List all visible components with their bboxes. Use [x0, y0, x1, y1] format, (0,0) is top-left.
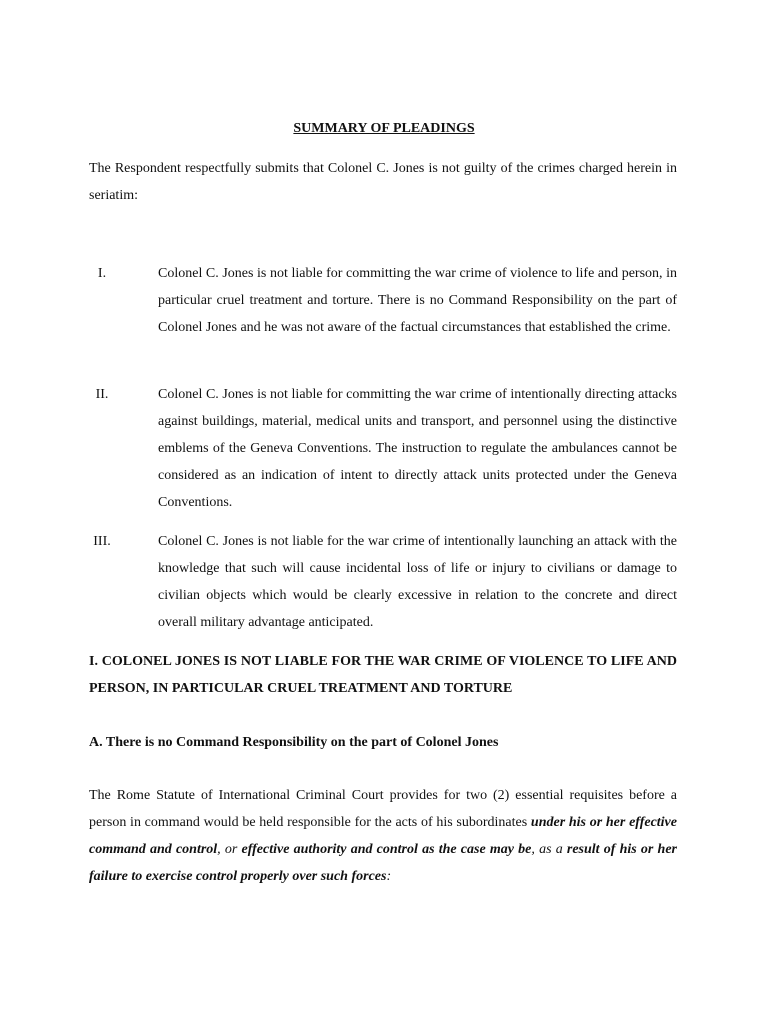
- section-heading-1: I. COLONEL JONES IS NOT LIABLE FOR THE WAR CRIME OF VIOLENCE TO LIFE AND PERSON, IN PARTICULAR CRUEL TREATMENT AND TORTURE: [89, 654, 677, 696]
- rome-statute-paragraph: [89, 782, 677, 890]
- pleading-text-3: Colonel C. Jones is not liable for the war crime of intentionally launching an attack with the knowledge that such will cause incidental loss of life or injury to civilians or damage to civilian objects which would be clearly excessive in relation to the concrete and direct overall military advantage anticipated.: [158, 534, 677, 630]
- pleading-text-2: Colonel C. Jones is not liable for committing the war crime of intentionally directing attacks against buildings, material, medical units and transport, and personnel using the distinctive emblems of the Geneva Conventions. The instruction to regulate the ambulances cannot be considered as an indication of intent to directly attack units protected under the Geneva Conventions.: [158, 387, 677, 510]
- paragraph-text: The Rome Statute of International Criminal Court provides for two (2) essential requisites before a person in command would be held responsible for the acts of his subordinates: [89, 788, 677, 830]
- document-title: SUMMARY OF PLEADINGS: [293, 121, 475, 136]
- pleading-numeral-3: III.: [93, 534, 111, 549]
- paragraph-text: , or: [217, 842, 242, 857]
- emphasis-failure-to-exercise-control: result of his or her failure to exercise control properly over such forces: [89, 842, 677, 884]
- paragraph-text: :: [386, 869, 392, 884]
- emphasis-effective-command: under his or her effective command and control: [89, 815, 677, 857]
- pleading-numeral-2: II.: [95, 387, 109, 402]
- pleading-text-1: Colonel C. Jones is not liable for committing the war crime of violence to life and person, in particular cruel treatment and torture. There is no Command Responsibility on the part of Colonel Jones and he was not aware of the factual circumstances that established the crime.: [158, 266, 677, 335]
- pleading-numeral-1: I.: [97, 266, 107, 281]
- paragraph-text: , as a: [531, 842, 567, 857]
- subsection-heading-a: A. There is no Command Responsibility on the part of Colonel Jones: [89, 735, 499, 750]
- emphasis-effective-authority: effective authority and control as the case may be: [241, 842, 532, 857]
- intro-paragraph: The Respondent respectfully submits that Colonel C. Jones is not guilty of the crimes charged herein in seriatim:: [89, 161, 677, 203]
